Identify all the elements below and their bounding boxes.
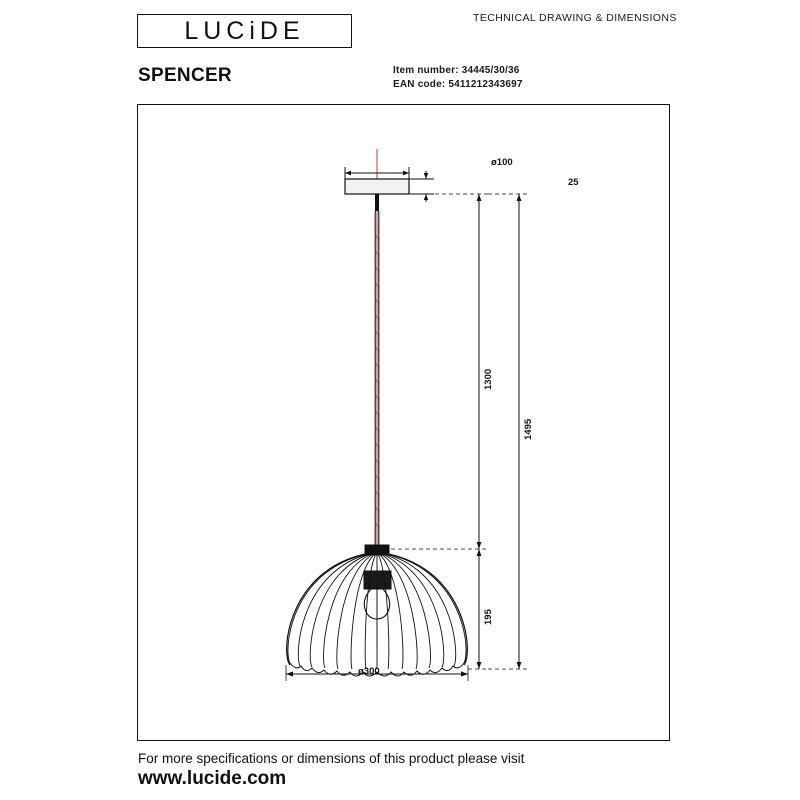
arrow-down (517, 662, 522, 669)
lamp-socket (364, 571, 391, 589)
product-name: SPENCER (138, 65, 232, 86)
arrow-up (517, 194, 522, 201)
arrow-right (461, 671, 468, 676)
dim-label-canopy-diameter: ø100 (491, 157, 513, 168)
arrow-down (477, 542, 482, 549)
arrow-up (477, 549, 482, 556)
shade-ribs (288, 552, 466, 669)
ean-code: EAN code: 5411212343697 (393, 79, 523, 90)
dim-label-total-height: 1495 (523, 418, 534, 440)
dim-label-shade-height: 195 (483, 609, 494, 625)
page-header (0, 0, 800, 100)
arrow-down (424, 194, 428, 200)
footer-text: For more specifications or dimensions of this product please visit (138, 751, 525, 766)
arrow-left (345, 171, 351, 176)
footer-website[interactable]: www.lucide.com (138, 768, 287, 789)
dim-label-shade-diameter: ø300 (358, 666, 380, 677)
arrow-left (286, 671, 293, 676)
technical-drawing-frame (137, 104, 670, 741)
arrow-right (403, 171, 409, 176)
arrow-up (477, 194, 482, 201)
technical-drawing-title: TECHNICAL DRAWING & DIMENSIONS (473, 12, 677, 24)
dim-label-canopy-height: 25 (568, 177, 579, 188)
lamp-drawing (138, 105, 671, 742)
item-number: Item number: 34445/30/36 (393, 65, 520, 76)
brand-logo-text: LUCiDE (184, 16, 305, 45)
arrow-up (424, 173, 428, 179)
canopy-shape (345, 179, 409, 194)
dim-label-cord-length: 1300 (483, 368, 494, 390)
arrow-down (477, 662, 482, 669)
brand-logo (137, 14, 352, 48)
